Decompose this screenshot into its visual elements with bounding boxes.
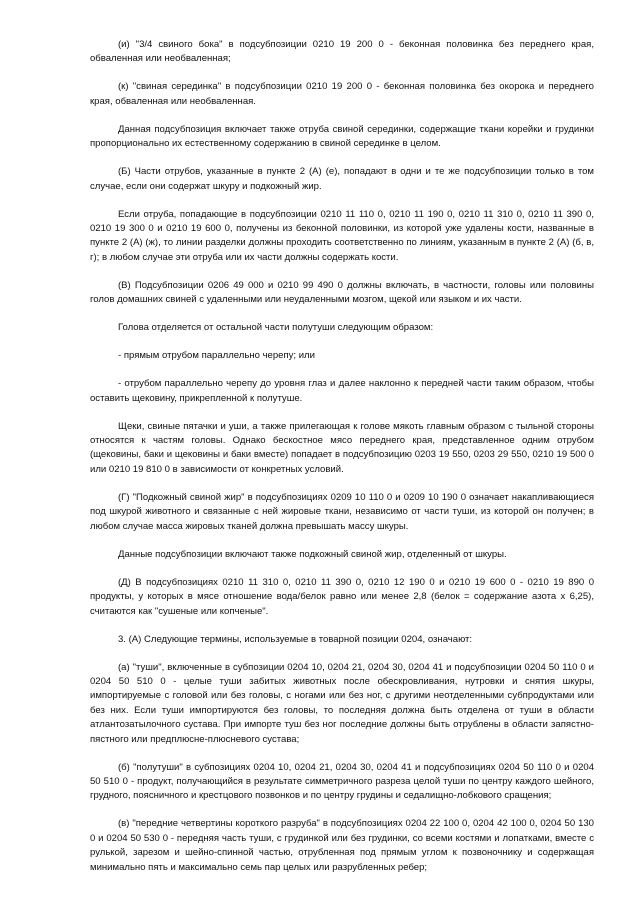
paragraph-section-v: (В) Подсубпозиции 0206 49 000 и 0210 99 490 0 должны включать, в частности, головы или половины голов домашних свиней с удаленными или неудаленными мозгом, щекой или языком и их части. <box>90 279 594 306</box>
paragraph-head-separation: Голова отделяется от остальной части полутуши следующим образом: <box>118 322 434 334</box>
document-page <box>90 38 594 889</box>
paragraph-section-g: (Г) "Подкожный свиной жир" в подсубпозициях 0209 10 110 0 и 0209 10 190 0 означает накапливающиеся под шкурой животного и связанные с ней жировые ткани, независимо от части туши, из которой он получен; в любом случае масса жировых тканей должна превышать массу шкуры. <box>90 491 594 532</box>
paragraph-cut-lines: Если отруба, попадающие в подсубпозиции 0210 11 110 0, 0210 11 190 0, 0210 11 310 0, 0210 11 390 0, 0210 19 300 0 и 0210 19 600 0, получены из беконной половинки, из которой уже удалены кости, названные в пункте 2 (А) (ж), то линии разделки должны проходить соответственно по линиям, указанным в пункте 2 (А) (б, в, г); в любом случае эти отруба или их части должны содержать кости. <box>90 208 594 263</box>
paragraph-section-d: (Д) В подсубпозициях 0210 11 310 0, 0210 11 390 0, 0210 12 190 0 и 0210 19 600 0 - 0210 19 890 0 продукты, у которых в мясе отношение вода/белок равно или менее 2,8 (белок = содержание азота x 6,25), считаются как "сушеные или копченые". <box>90 576 594 617</box>
paragraph-section-3a: 3. (А) Следующие термины, используемые в товарной позиции 0204, означают: <box>118 633 473 645</box>
paragraph-oblique-cut: - отрубом параллельно черепу до уровня глаз и далее наклонно к передней части таким образом, чтобы оставить щековину, прикрепленной к полутуше. <box>90 378 594 404</box>
paragraph-half-carcasses: (б) "полутуши" в субпозициях 0204 10, 0204 21, 0204 30, 0204 41 и подсубпозициях 0204 50 110 0 и 0204 50 510 0 - продукт, получающийся в результате симметричного разреза целой туши по центру каждого шейного, грудного, поясничного и крестцового позвонков и по центру грудины и седалищно-лобкового сращения; <box>90 761 594 802</box>
paragraph-carcasses: (а) "туши", включенные в субпозиции 0204 10, 0204 21, 0204 30, 0204 41 и подсубпозиции 0204 50 110 0 и 0204 50 510 0 - целые туши забитых животных после обескровливания, нутровки и снятия шкуры, импортируемые с головой или без головы, с ногами или без ног, с другими неотделенными субпродуктами или без них. Если туши импортируются без головы, то последняя должна быть отделена от туши в области атлантозатылочного сустава. При импорте туш без ног последние должны быть отрублены в области запястно-пястного или предплюсне-плюсневого сустава; <box>90 661 594 745</box>
paragraph-forequarters: (в) "передние четвертины короткого разруба" в подсубпозициях 0204 22 100 0, 0204 42 100 0, 0204 50 130 0 и 0204 50 530 0 - передняя часть туши, с грудинкой или без грудинки, со всеми костями и лопатками, вместе с рулькой, зарезом и шейно-спинной частью, отрубленная под прямым углом к позвоночнику и содержащая минимально пять и максимально семь пар целых или разрубленных ребер; <box>90 818 594 873</box>
paragraph-subcutaneous-fat: Данные подсубпозиции включают также подкожный свиной жир, отделенный от шкуры. <box>118 548 507 560</box>
paragraph-item-k: (к) "свиная серединка" в подсубпозиции 0210 19 200 0 - беконная половинка без окорока и переднего края, обваленная или необваленная. <box>90 81 594 107</box>
paragraph-subposition-note: Данная подсубпозиция включает также отруба свиной серединки, содержащие ткани корейки и грудинки пропорционально их естественному содержанию в свиной серединке в целом. <box>90 123 594 150</box>
paragraph-section-b: (Б) Части отрубов, указанные в пункте 2 (А) (е), попадают в одни и те же подсубпозиции только в том случае, если они содержат шкуру и подкожный жир. <box>90 166 594 192</box>
paragraph-item-i: (и) "3/4 свиного бока" в подсубпозиции 0210 19 200 0 - беконная половинка без переднего края, обваленная или необваленная; <box>90 39 594 65</box>
paragraph-straight-cut: - прямым отрубом параллельно черепу; или <box>118 350 315 362</box>
paragraph-cheeks: Щеки, свиные пятачки и уши, а также прилегающая к голове мякоть главным образом с тыльной стороны относятся к частям головы. Однако бескостное мясо переднего края, представленное одним отрубом (щековины, баки и щековины и баки вместе) попадает в подсубпозицию 0203 19 550, 0203 29 550, 0210 19 500 0 или 0210 19 810 0 в зависимости от конкретных условий. <box>90 420 594 475</box>
